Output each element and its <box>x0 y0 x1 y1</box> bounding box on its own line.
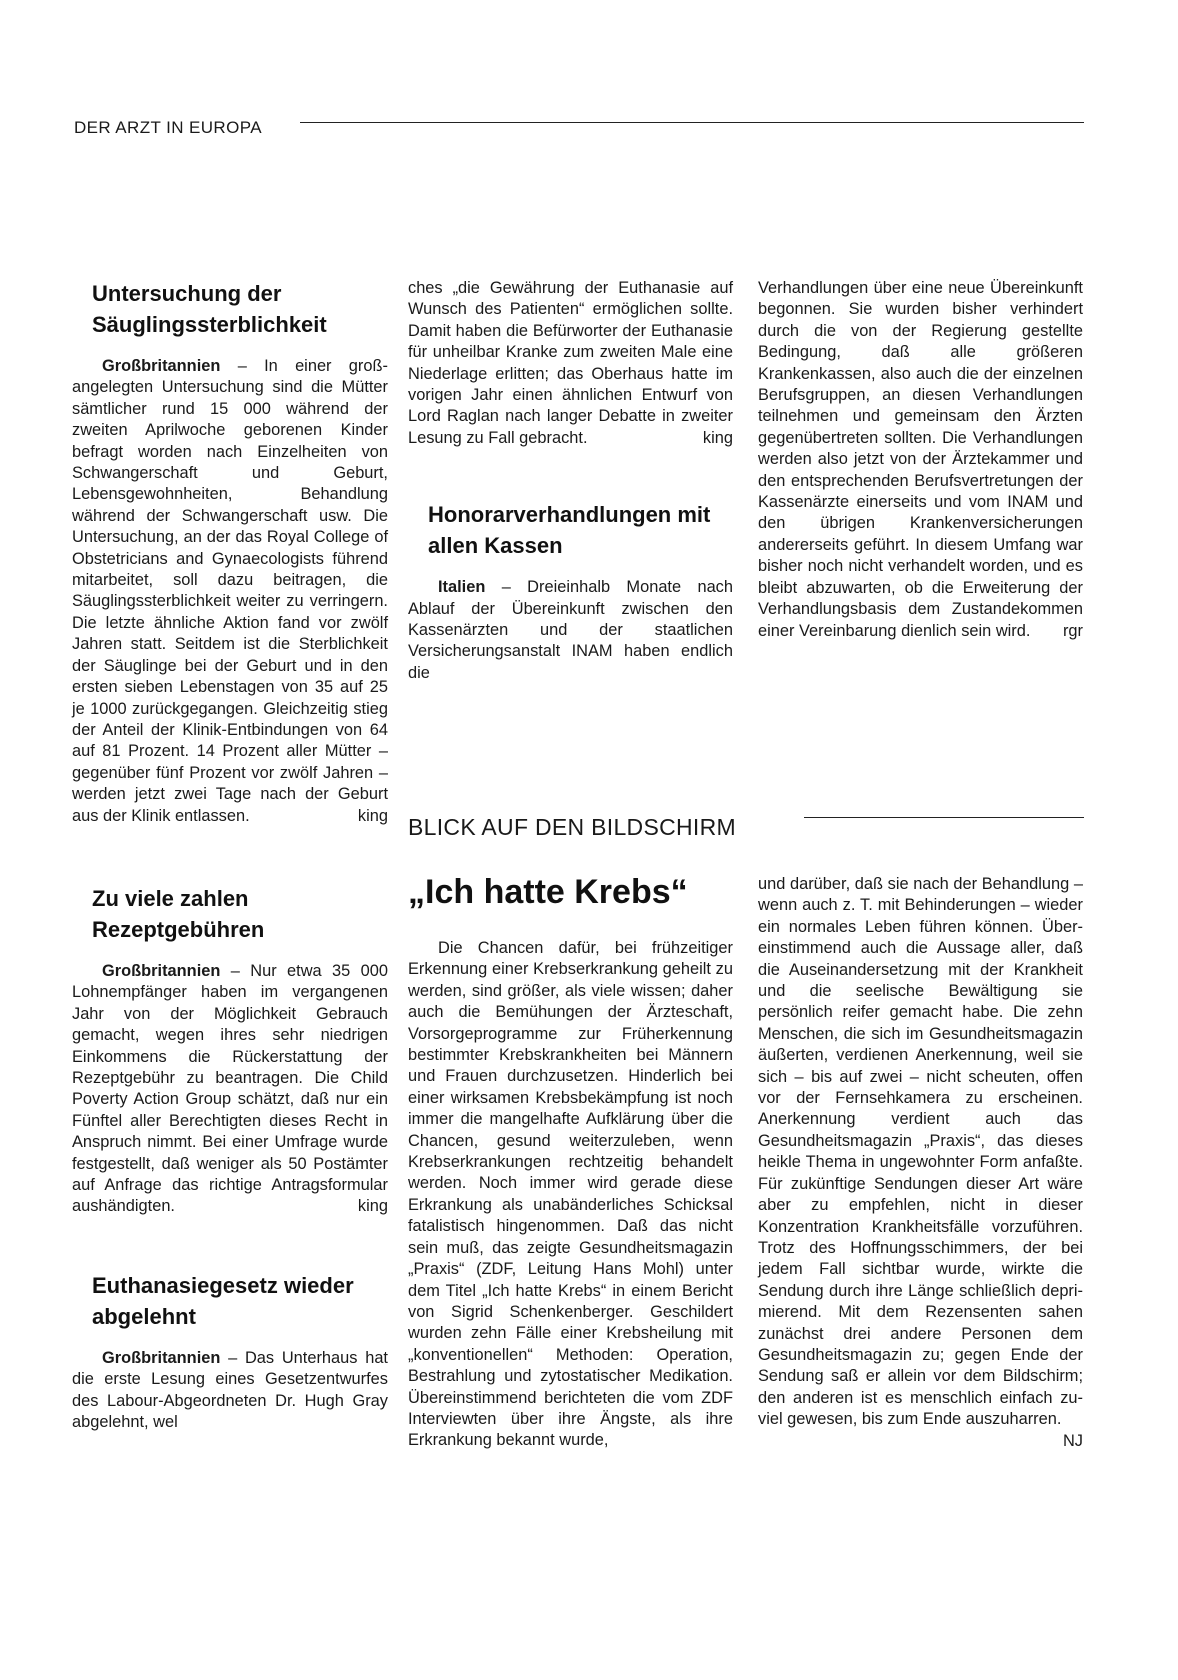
article-headline: Euthanasiegesetz wieder abgelehnt <box>92 1272 354 1329</box>
section-header-bildschirm <box>408 812 1084 842</box>
article-euthanasiegesetz-continued <box>408 278 733 449</box>
column-review-left <box>408 872 733 1452</box>
review-text: Die Chancen dafür, bei frühzeitiger Erkennung einer Krebserkrankung geheilt zu werden, sind größer, als viele wissen; daher auch die Bemühungen der Ärzteschaft, Vorsorgeprogramme zur Früherkennung bestimmter Krebskrankheiten bei Männern und Frauen durchzusetzen. Hinderlich bei einer wirksamen Krebsbekämpfung ist noch immer die mangelhafte Aufklärung über die Chancen, gesund weiterzuleben, wenn Krebserkrankungen rechtzeitig behandelt werden. Noch immer wird gerade diese Erkrankung als unabänderliches Schicksal fatalistisch hingenommen. Daß das nicht sein muß, das zeigte Gesundheitsmagazin „Praxis“ (ZDF, Leitung Hans Mohl) unter dem Titel „Ich hatte Krebs“ in einem Bericht von Sigrid Schenkenberger. Geschildert wurden zehn Fälle einer Krebsheilung mit „konventionellen“ Methoden: Operation, Bestrahlung und zytostatischer Medikation. Übereinstimmend berichteten die vom ZDF Interviewten über ihre Ängste, als ihre Erkrankung bekannt wurde, <box>408 939 733 1450</box>
article-text: – In einer großangelegten Untersuchung sind die Mütter sämtlicher rund 15 000 während der zweiten Aprilwoche geborenen Kinder befragt worden nach Einzelheiten von Schwangerschaft und Geburt, Lebensgewohnheiten, Behandlung während der Schwangerschaft usw. Die Untersuchung, an der das Royal College of Obstetricians and Gynaecologists führend mitarbeitet, soll dazu beitragen, die Säuglingssterblichkeit weiter zu verringern. Die letzte ähnliche Aktion fand vor zwölf Jahren statt. Seitdem ist die Sterblichkeit der Säuglinge bei der Geburt und in den ersten sieben Lebenstagen von 35 auf 25 je 1000 zurückgegangen. Gleichzeitig stieg der Anteil der Klinik-Entbindungen von 64 auf 81 Prozent. 14 Prozent aller Mütter – gegenüber fünf Prozent vor zwölf Jahren – werden jetzt zwei Tage nach der Geburt aus der Klinik entlassen. <box>72 357 388 825</box>
review-text-continued: und darüber, daß sie nach der Behandlung – wenn auch z. T. mit Behinderungen – wieder ein normales Leben führen können. Übereinstimmend auch die Aussage aller, daß die Auseinandersetzung mit der Krankheit und die seelische Bewältigung sie persönlich reifer gemacht habe. Die zehn Menschen, die sich im Gesundheitsmagazin äußerten, verdienen Anerkennung, weil sie sich – bis auf zwei – nicht scheuten, offen vor der Fernsehkamera zu erscheinen. Anerkennung verdient auch das Gesundheitsmagazin „Praxis“, das dieses heikle Thema in ungewohnter Form anfaßte. Für zukünftige Sendungen dieser Art wäre aber zu empfehlen, nicht in dieser Konzentration Krankheitsfälle vorzuführen. Trotz des Hoffnungsschimmers, der bei jedem Fall sichtbar wurde, wirkte die Sendung durch ihre Länge schließlich deprimierend. Mit dem Rezensenten sahen zunächst drei andere Personen dem Gesundheitsmagazin zu; gegen Ende der Sendung saß er allein vor dem Bildschirm; den anderen ist es menschlich einfach zuviel gewesen, bis zum Ende auszuharren. NJ <box>758 874 1083 1431</box>
article-text: – Dreieinhalb Monate nach Ablauf der Übereinkunft zwischen den Kassenärzten und der staatlichen Versicherungsanstalt INAM haben endlich die <box>408 578 733 682</box>
column-right <box>758 278 1083 642</box>
article-body <box>408 577 733 684</box>
article-headline: Zu viele zahlen Rezeptgebühren <box>92 885 265 942</box>
author-signature: king <box>357 1197 388 1216</box>
section-header-label: DER ARZT IN EUROPA <box>74 118 262 137</box>
dateline: Italien <box>438 578 486 597</box>
column-review-right <box>758 874 1083 1452</box>
dateline: Großbritannien <box>102 961 221 980</box>
column-left <box>72 278 388 1433</box>
author-signature: king <box>702 428 733 447</box>
dateline: Großbritannien <box>102 1348 221 1367</box>
page-header <box>74 112 1084 142</box>
author-signature: rgr <box>1062 621 1083 640</box>
review-headline: „Ich hatte Krebs“ <box>408 873 688 911</box>
article-body <box>72 961 388 1218</box>
article-text-continued: Verhandlungen über eine neue Übereinkunft begonnen. Sie wurden bisher verhindert durch die von der Regierung gestellte Bedingung, daß alle größeren Krankenkassen, also auch die der einzelnen Berufsgruppen, an diesen Verhandlungen teilnehmen und gemeinsam den Ärzten gegenübertreten sollten. Die Verhandlungen werden also jetzt von der Ärztekammer und den entsprechenden Berufsvertretungen der Kassenärzte einerseits und vom INAM und den übrigen Krankenversicherungen andererseits geführt. In diesem Umfang war bisher noch nicht verhandelt worden, und es bleibt abzuwarten, ob die Erweiterung der Verhandlungsbasis dem Zustandekommen einer Vereinbarung dienlich sein wird. rgr <box>758 278 1083 642</box>
article-text: – Das Unterhaus hat die erste Lesung eines Gesetzentwurfes des Labour-Abgeordneten Dr. Hugh Gray abgelehnt, wel <box>72 1348 388 1432</box>
column-middle <box>408 278 733 684</box>
article-body <box>72 1348 388 1434</box>
section-rule <box>804 817 1084 818</box>
article-rezeptgebuehren <box>72 883 388 1218</box>
article-saeuglingssterblichkeit <box>72 278 388 827</box>
article-text: – Nur etwa 35 000 Lohnempfänger haben im vergangenen Jahr von der Möglichkeit Gebrauch gemacht, wegen ihres sehr niedrigen Einkommens die Rückerstattung der Rezeptgebühr zu beantragen. Die Child Poverty Action Group schätzt, daß nur ein Fünftel aller Berechtigten dieses Recht in Anspruch nimmt. Bei einer Umfrage wurde festgestellt, daß weniger als 50 Postämter auf Anfrage das richtige Antragsformular aushändigten. <box>72 961 388 1216</box>
article-headline: Untersuchung der Säuglingssterblichkeit <box>92 281 327 337</box>
article-honorarverhandlungen <box>408 499 733 684</box>
article-text-continued: ches „die Gewährung der Euthanasie auf Wunsch des Patienten“ ermöglichen sollte. Damit haben die Befürworter der Euthanasie für unheilbar Kranke zum zweiten Male eine Niederlage erlitten; das Oberhaus hatte im vorigen Jahr einen ähnlichen Entwurf von Lord Raglan nach langer Debatte in zweiter Lesung zu Fall gebracht. king <box>408 278 733 449</box>
article-euthanasiegesetz <box>72 1270 388 1434</box>
header-rule <box>300 122 1084 123</box>
article-body <box>72 356 388 827</box>
author-signature: king <box>357 806 388 825</box>
author-signature: NJ <box>1062 1431 1083 1450</box>
section-label: BLICK AUF DEN BILDSCHIRM <box>408 814 736 840</box>
dateline: Großbritannien <box>102 357 221 375</box>
article-headline: Honorarverhandlungen mit allen Kassen <box>428 502 711 559</box>
